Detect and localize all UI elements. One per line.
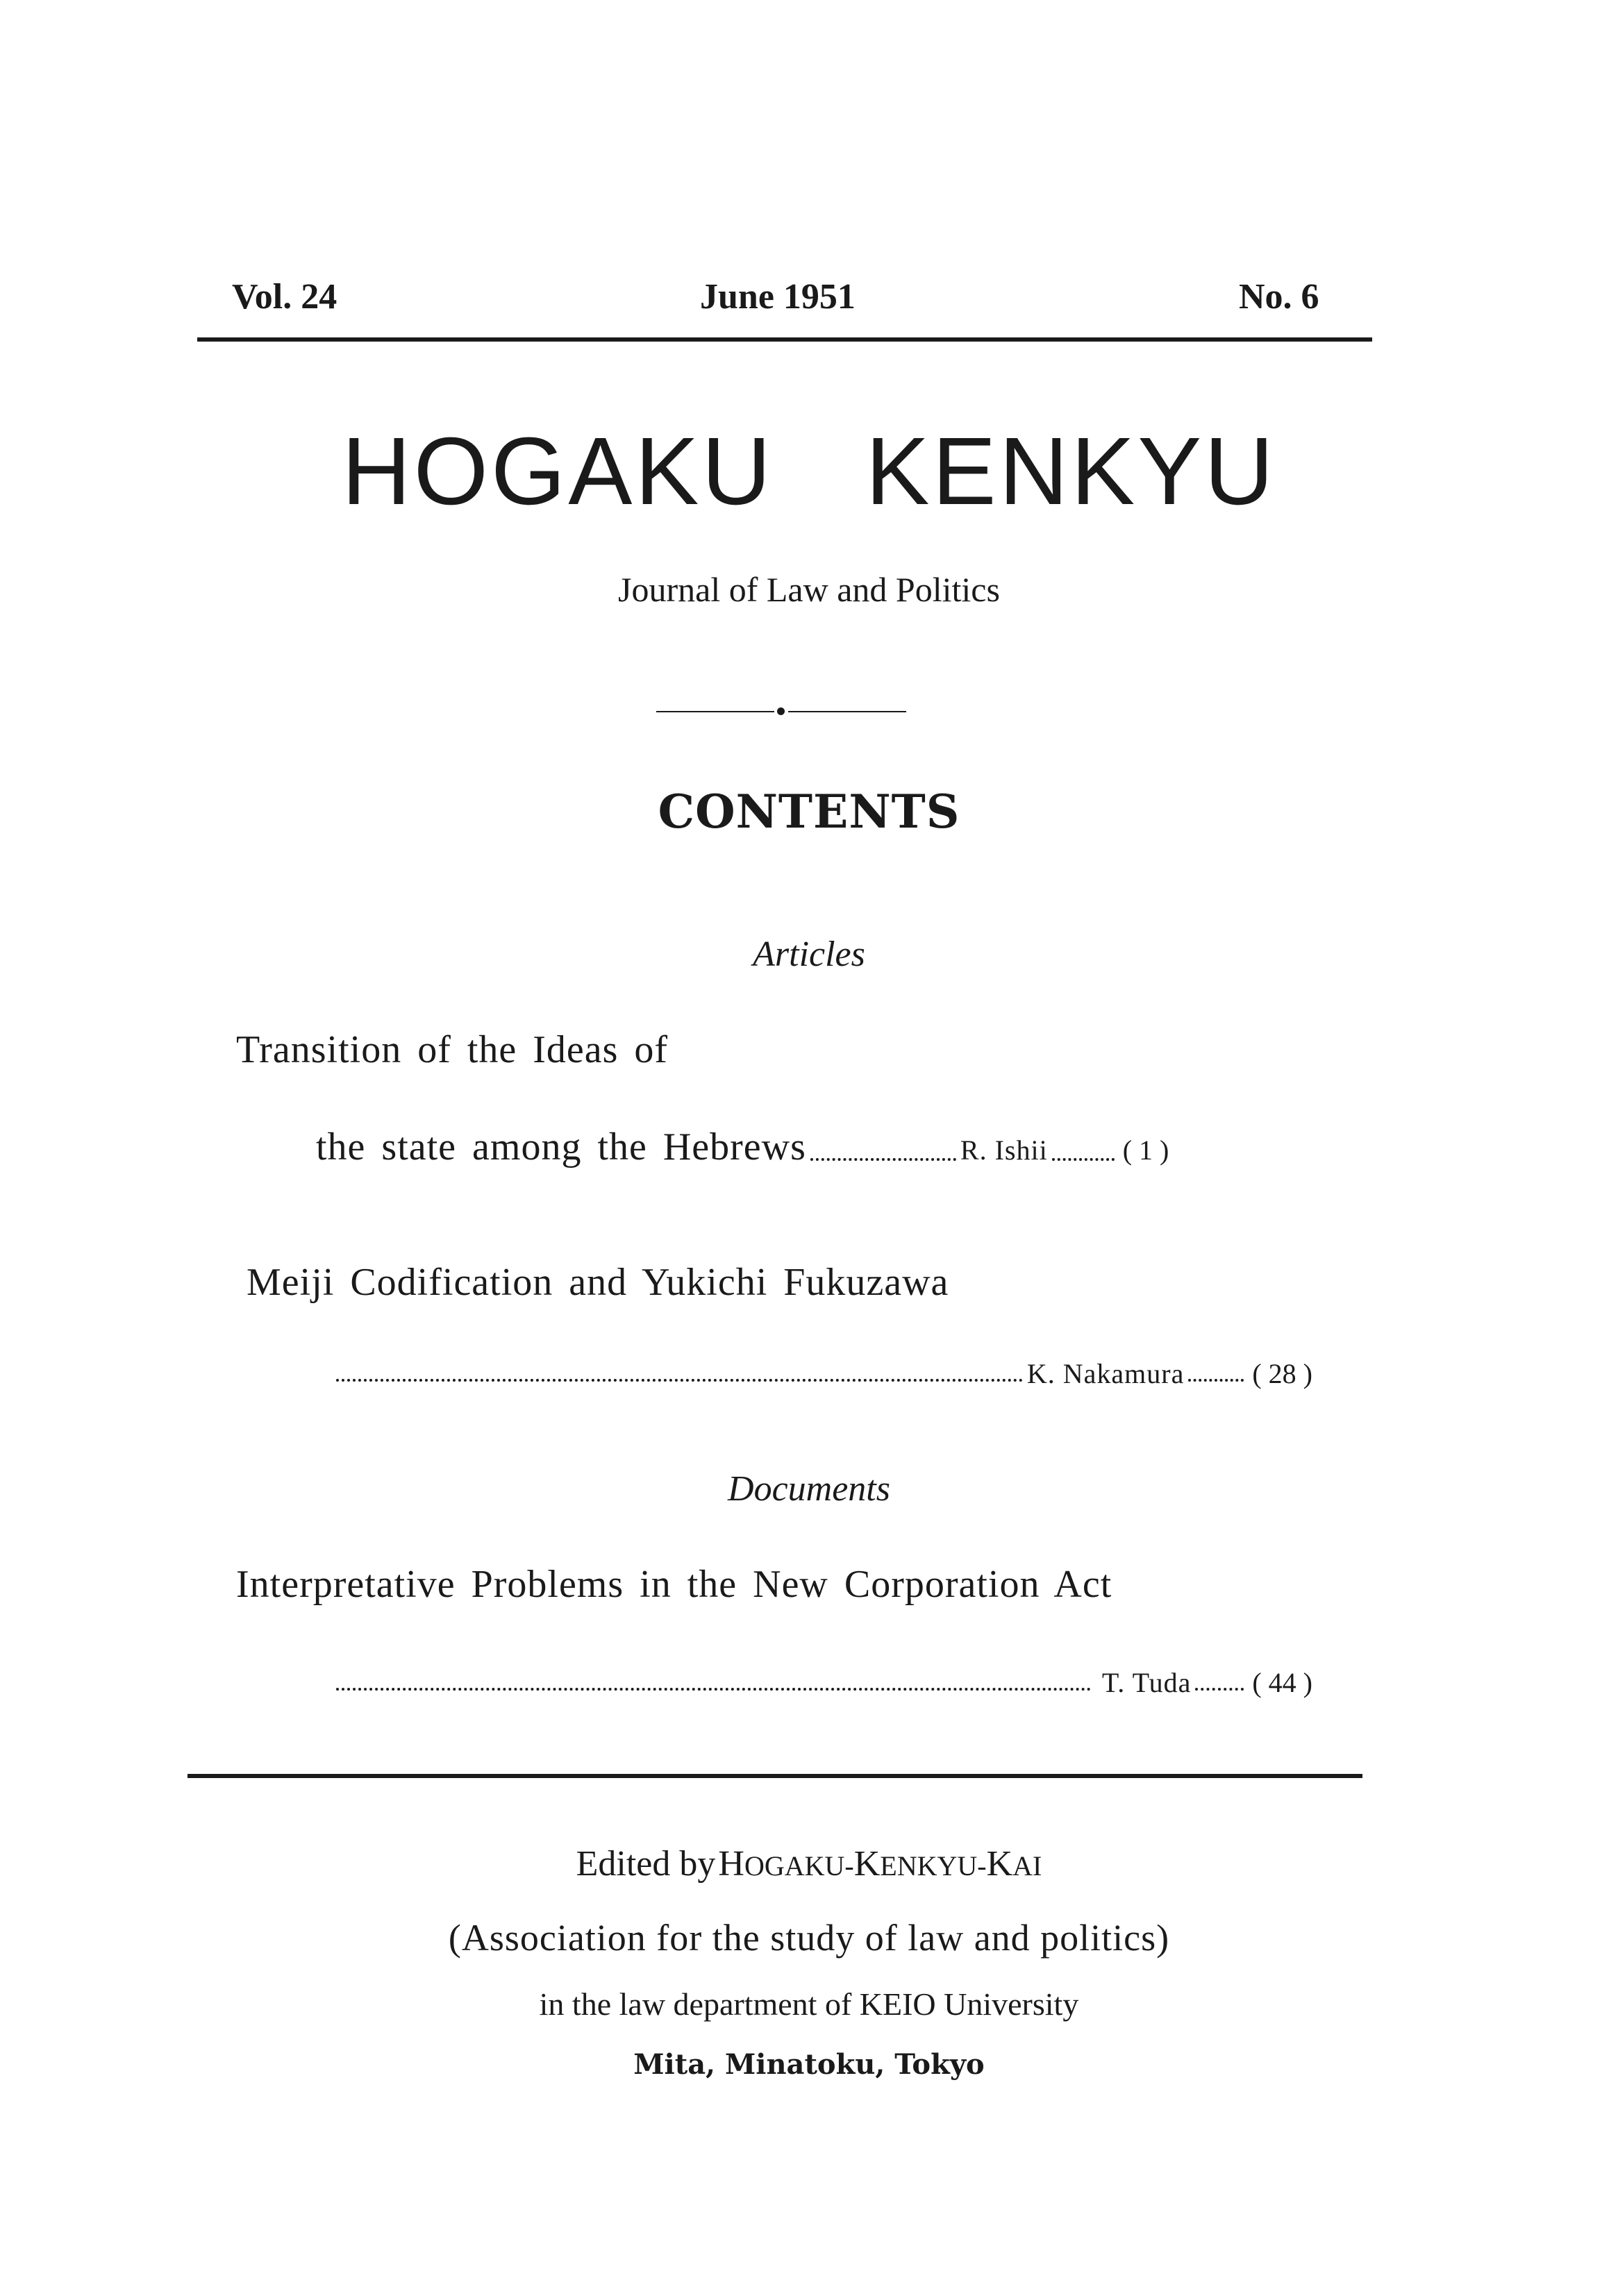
issue-number: No. 6 (1239, 277, 1319, 317)
toc-entry (332, 1357, 1312, 1390)
entry-title: Transition of the Ideas of (236, 1028, 669, 1071)
journal-title: HOGAKU KENKYU (342, 418, 1276, 525)
edited-by-label: Edited by (576, 1844, 716, 1884)
contents-heading: CONTENTS (658, 785, 960, 839)
leader-dots (810, 1158, 956, 1161)
footer-rule (187, 1774, 1362, 1778)
entry-page: ( 28 ) (1252, 1358, 1312, 1389)
section-label-articles: Articles (753, 935, 865, 974)
ornament-divider (656, 705, 906, 719)
entry-author: K. Nakamura (1026, 1358, 1185, 1389)
entry-title: Interpretative Problems in the New Corporation Act (236, 1563, 1112, 1606)
toc-entry (316, 1125, 1312, 1169)
entry-author: R. Ishii (960, 1134, 1048, 1166)
issue-date: June 1951 (700, 277, 856, 317)
leader-dots (1195, 1688, 1244, 1691)
address-line: Mita, Minatoku, Tokyo (633, 2048, 985, 2081)
entry-title: Meiji Codification and Yukichi Fukuzawa (247, 1261, 949, 1304)
leader-dots (1052, 1158, 1115, 1161)
association-line: (Association for the study of law and politics) (448, 1917, 1170, 1959)
editor-name: HOGAKU-KENKYU-KAI (718, 1844, 1042, 1884)
volume-label: Vol. 24 (232, 277, 337, 317)
entry-author: T. Tuda (1101, 1667, 1192, 1698)
journal-subtitle: Journal of Law and Politics (618, 570, 1000, 609)
header-rule (197, 337, 1372, 342)
editor-line (0, 1843, 1618, 1884)
leader-dots (1188, 1379, 1244, 1382)
toc-entry (332, 1666, 1312, 1699)
leader-dots (336, 1379, 1023, 1382)
entry-page: ( 44 ) (1252, 1667, 1312, 1698)
leader-dots (336, 1688, 1091, 1691)
entry-page: ( 1 ) (1122, 1134, 1169, 1166)
section-label-documents: Documents (728, 1469, 890, 1509)
entry-title-continued: the state among the Hebrews (316, 1125, 806, 1168)
department-line: in the law department of KEIO University (539, 1986, 1079, 2022)
